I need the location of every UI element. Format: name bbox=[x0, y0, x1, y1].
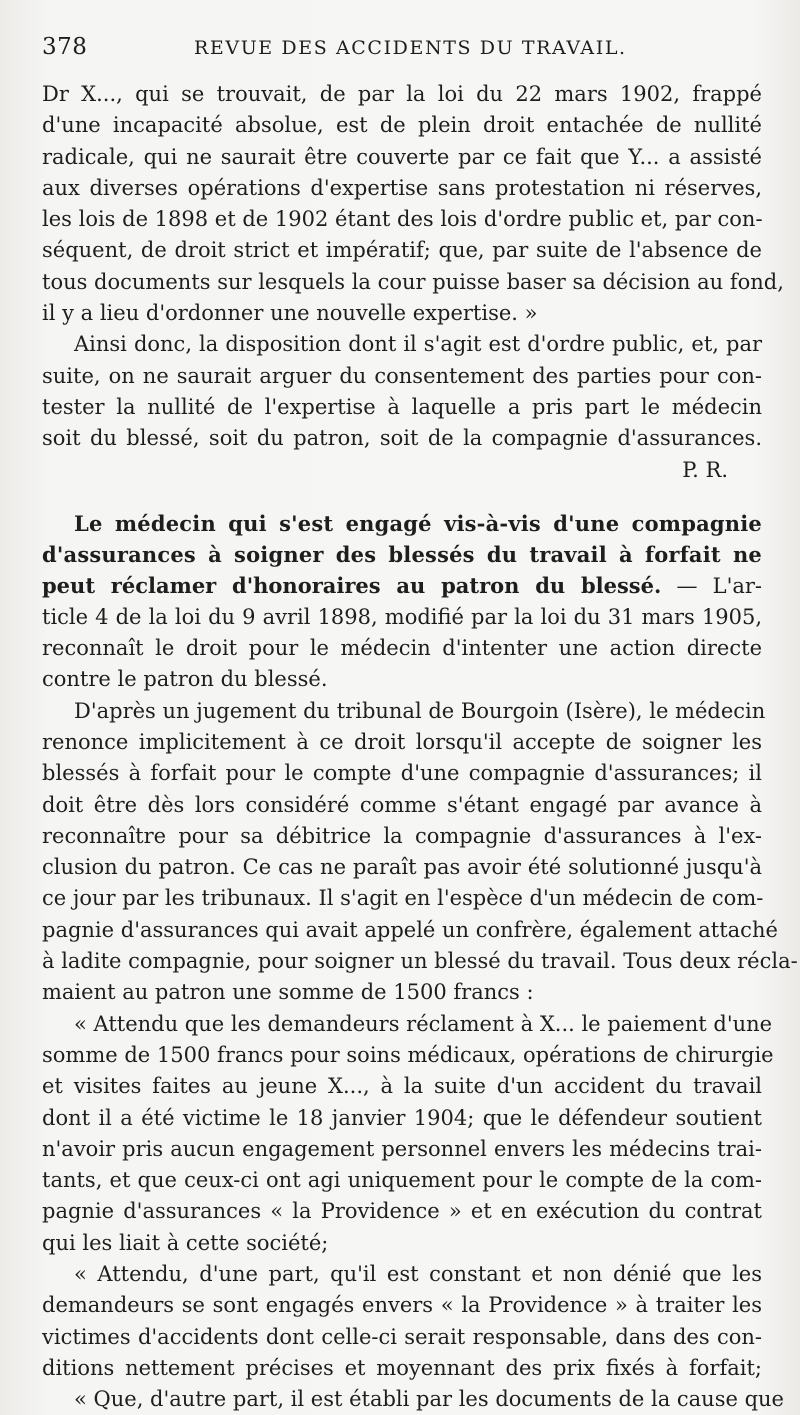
page-number: 378 bbox=[42, 34, 88, 60]
text-line: tester la nullité de l'expertise à laquelle a pris part le médecin bbox=[42, 394, 762, 419]
text-line: clusion du patron. Ce cas ne paraît pas avoir été solutionné jusqu'à bbox=[42, 855, 762, 880]
text-line: séquent, de droit strict et impératif; que, par suite de l'absence de bbox=[42, 238, 762, 263]
heading-line-bold: peut réclamer d'honoraires au patron du blessé. bbox=[42, 573, 662, 599]
text-line: contre le patron du blessé. bbox=[42, 667, 328, 692]
text-line: et visites faites au jeune X..., à la suite d'un accident du travail bbox=[42, 1074, 762, 1099]
text-line: Dr X..., qui se trouvait, de par la loi du 22 mars 1902, frappé bbox=[42, 82, 762, 106]
paragraph-5 bbox=[42, 1009, 774, 1259]
section-heading bbox=[42, 508, 762, 602]
text-line: pagnie d'assurances qui avait appelé un confrère, également attaché bbox=[42, 917, 778, 942]
text-line: reconnaît le droit pour le médecin d'intenter une action directe bbox=[42, 636, 762, 661]
text-line: d'une incapacité absolue, est de plein droit entachée de nullité bbox=[42, 113, 762, 138]
heading-line-rest: — L'ar- bbox=[661, 574, 762, 599]
paragraph-6 bbox=[42, 1259, 762, 1384]
text-line: ditions nettement précises et moyennant des prix fixés à forfait; bbox=[42, 1355, 762, 1380]
text-line: ticle 4 de la loi du 9 avril 1898, modifié par la loi du 31 mars 1905, bbox=[42, 604, 762, 629]
text-line: n'avoir pris aucun engagement personnel envers les médecins trai- bbox=[42, 1136, 762, 1161]
text-line: suite, on ne saurait arguer du consentement des parties pour con- bbox=[42, 363, 762, 388]
text-line: maient au patron une somme de 1500 francs : bbox=[42, 980, 534, 1005]
text-line: il y a lieu d'ordonner une nouvelle expertise. » bbox=[42, 301, 538, 326]
paragraph-1 bbox=[42, 79, 784, 329]
text-line: tous documents sur lesquels la cour puisse baser sa décision au fond, bbox=[42, 269, 784, 294]
page-body bbox=[42, 79, 798, 1415]
text-line: « Que, d'autre part, il est établi par les documents de la cause que bbox=[74, 1387, 784, 1412]
paragraph-4 bbox=[42, 696, 798, 1009]
paragraph-3 bbox=[42, 602, 762, 696]
paragraph-7 bbox=[42, 1384, 784, 1415]
text-line: renonce implicitement à ce droit lorsqu'il accepte de soigner les bbox=[42, 729, 762, 754]
text-line: les lois de 1898 et de 1902 étant des lois d'ordre public et, par con- bbox=[42, 207, 763, 232]
text-line: somme de 1500 francs pour soins médicaux, opérations de chirurgie bbox=[42, 1042, 774, 1067]
heading-line-mixed bbox=[42, 570, 762, 601]
text-line: dont il a été victime le 18 janvier 1904; que le défendeur soutient bbox=[42, 1105, 762, 1130]
text-line: radicale, qui ne saurait être couverte par ce fait que Y... a assisté bbox=[42, 144, 762, 169]
text-line: Ainsi donc, la disposition dont il s'agit est d'ordre public, et, par bbox=[74, 332, 762, 357]
text-line: pagnie d'assurances « la Providence » et en exécution du contrat bbox=[42, 1199, 762, 1224]
text-line: D'après un jugement du tribunal de Bourgoin (Isère), le médecin bbox=[74, 698, 766, 723]
text-line: à ladite compagnie, pour soigner un blessé du travail. Tous deux récla- bbox=[42, 949, 798, 974]
text-line: aux diverses opérations d'expertise sans protestation ni réserves, bbox=[42, 175, 762, 200]
author-signature: P. R. bbox=[682, 457, 728, 482]
page-header bbox=[42, 34, 762, 66]
text-line: « Attendu que les demandeurs réclament à X... le paiement d'une bbox=[74, 1011, 773, 1036]
paragraph-2 bbox=[42, 329, 762, 485]
text-line: blessés à forfait pour le compte d'une compagnie d'assurances; il bbox=[42, 761, 762, 786]
text-line: soit du blessé, soit du patron, soit de la compagnie d'assurances. bbox=[42, 426, 762, 451]
text-line: reconnaître pour sa débitrice la compagnie d'assurances à l'ex- bbox=[42, 823, 762, 848]
text-line: ce jour par les tribunaux. Il s'agit en l'espèce d'un médecin de com- bbox=[42, 886, 764, 911]
section-gap bbox=[42, 486, 762, 508]
text-line: doit être dès lors considéré comme s'étant engagé par avance à bbox=[42, 792, 762, 817]
text-line: demandeurs se sont engagés envers « la Providence » à traiter les bbox=[42, 1293, 762, 1318]
heading-line: Le médecin qui s'est engagé vis-à-vis d'une compagnie bbox=[74, 510, 762, 536]
text-line: tants, et que ceux-ci ont agi uniquement pour le compte de la com- bbox=[42, 1168, 762, 1193]
text-line: victimes d'accidents dont celle-ci serait responsable, dans des con- bbox=[42, 1324, 762, 1349]
text-line: qui les liait à cette société; bbox=[42, 1230, 329, 1255]
text-line: « Attendu, d'une part, qu'il est constant et non dénié que les bbox=[74, 1261, 762, 1286]
heading-line: d'assurances à soigner des blessés du travail à forfait ne bbox=[42, 542, 762, 568]
running-head: REVUE DES ACCIDENTS DU TRAVAIL. bbox=[194, 37, 627, 59]
